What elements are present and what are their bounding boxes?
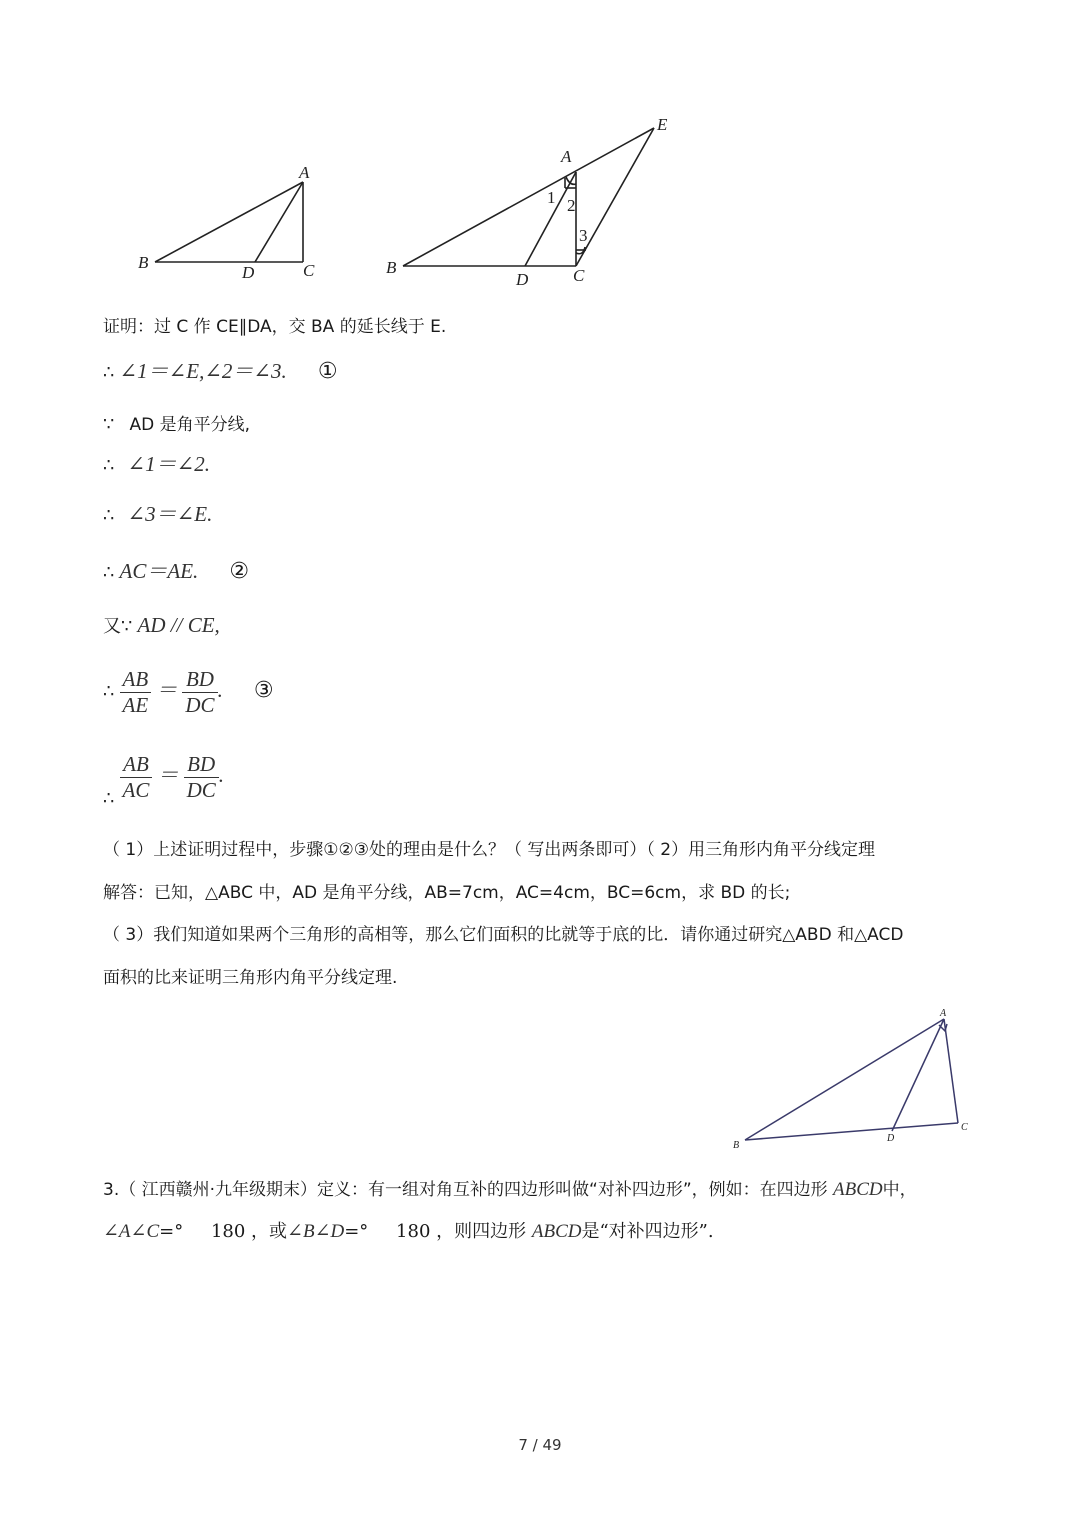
- label-a: A: [299, 163, 310, 182]
- quad-name: ABCD: [531, 1221, 582, 1242]
- label-d: D: [516, 270, 529, 289]
- denominator: DC: [184, 777, 219, 803]
- proof-step-6: [103, 612, 220, 638]
- proof-step-8: [103, 752, 224, 809]
- label-a: A: [561, 147, 572, 166]
- or-text: ，或: [251, 1221, 288, 1242]
- problem-3-line-2: [103, 1217, 714, 1243]
- label-b: B: [386, 258, 397, 277]
- label-d: D: [887, 1133, 895, 1144]
- figure-construction-ce: [380, 110, 680, 290]
- proof-step-7: [103, 667, 274, 718]
- angle-a-c: ∠A∠C: [103, 1221, 160, 1242]
- question-3-line-1: （ 3）我们知道如果两个三角形的高相等，那么它们面积的比就等于底的比．请你通过研究△ABD 和△ACD: [103, 925, 904, 945]
- label-a: A: [940, 1008, 947, 1019]
- denominator: DC: [182, 692, 217, 718]
- step-2-text: AD 是角平分线,: [129, 415, 251, 435]
- problem-3-definition: 3.（ 江西赣州·九年级期末）定义：有一组对角互补的四边形叫做“对补四边形”，例如：在四边形: [103, 1180, 834, 1200]
- numerator: AB: [122, 667, 149, 691]
- also-because-symbol: 又∵: [103, 616, 133, 637]
- equals-sign: ＝: [157, 763, 179, 787]
- numerator: BD: [187, 752, 216, 776]
- figure-triangle-small: [725, 1005, 975, 1155]
- therefore-symbol: ∴: [103, 788, 115, 809]
- label-c: C: [303, 261, 315, 280]
- step-1-period: .: [281, 359, 287, 383]
- value-180-b: 180: [396, 1221, 431, 1242]
- angle-label-1: 1: [547, 188, 556, 207]
- step-4-period: .: [207, 502, 213, 526]
- proof-step-2: [103, 410, 250, 435]
- quad-name: ABCD: [833, 1179, 883, 1200]
- step-marker-2: ②: [229, 559, 250, 584]
- proof-step-4: [103, 498, 212, 528]
- page-number: 7 / 49: [518, 1436, 562, 1454]
- then-text: ，则四边形: [436, 1221, 532, 1242]
- question-1-2: （ 1）上述证明过程中，步骤①②③处的理由是什么？（ 写出两条即可）（ 2）用三角形内角平分线定理: [103, 840, 876, 860]
- equals-sign: ＝: [156, 678, 178, 702]
- label-c: C: [961, 1122, 968, 1133]
- step-4-formula: ∠3＝∠E: [127, 502, 208, 526]
- step-8-period: .: [218, 763, 225, 787]
- denominator: AE: [120, 692, 152, 718]
- numerator: AB: [123, 752, 149, 776]
- figure-triangle-abc: [130, 160, 330, 285]
- step-1-formula: ∠1＝∠E,∠2＝∠3: [119, 359, 282, 383]
- therefore-symbol: ∴: [103, 562, 115, 583]
- label-e: E: [657, 115, 668, 134]
- proof-intro: 证明：过 C 作 CE∥DA，交 BA 的延长线于 E.: [103, 317, 447, 337]
- therefore-symbol: ∴: [103, 681, 115, 702]
- label-b: B: [138, 253, 149, 272]
- step-marker-1: ①: [317, 359, 338, 384]
- fraction-bd-dc: [182, 667, 217, 718]
- therefore-symbol: ∴: [103, 505, 115, 526]
- proof-step-3: [103, 448, 210, 478]
- fraction-bd-dc: [184, 752, 219, 803]
- step-7-period: .: [217, 678, 223, 702]
- problem-3-line-1: [103, 1175, 917, 1201]
- problem-3-suffix: 中，: [882, 1180, 917, 1200]
- step-3-period: .: [204, 452, 210, 476]
- step-5-formula: AC＝AE: [119, 559, 194, 583]
- fraction-ab-ae: [120, 667, 152, 718]
- value-180-a: 180: [210, 1221, 246, 1242]
- numerator: BD: [185, 667, 214, 691]
- therefore-symbol: ∴: [103, 362, 115, 383]
- label-d: D: [242, 263, 255, 282]
- proof-step-5: [103, 555, 249, 585]
- degree-1: =°: [159, 1221, 184, 1242]
- label-b: B: [733, 1140, 740, 1151]
- fraction-ab-ac: [120, 752, 153, 803]
- degree-2: =°: [344, 1221, 369, 1242]
- step-5-period: .: [193, 559, 199, 583]
- question-2-answer: 解答：已知，△ABC 中，AD 是角平分线，AB=7cm，AC=4cm，BC=6cm，求 BD 的长;: [103, 883, 791, 903]
- label-c: C: [573, 266, 585, 285]
- step-6-comma: ,: [214, 613, 220, 637]
- angle-label-2: 2: [567, 196, 576, 215]
- therefore-symbol: ∴: [103, 455, 115, 476]
- because-symbol: ∵: [103, 414, 115, 435]
- question-3-line-2: 面积的比来证明三角形内角平分线定理.: [103, 968, 398, 988]
- angle-label-3: 3: [579, 226, 588, 245]
- step-marker-3: ③: [253, 678, 274, 703]
- angle-b-d: ∠B∠D: [287, 1221, 345, 1242]
- proof-step-1: [103, 355, 338, 385]
- denominator: AC: [120, 777, 153, 803]
- step-3-formula: ∠1＝∠2: [127, 452, 205, 476]
- definition-end: 是“对补四边形”.: [581, 1221, 714, 1242]
- step-6-formula: AD // CE: [137, 613, 215, 637]
